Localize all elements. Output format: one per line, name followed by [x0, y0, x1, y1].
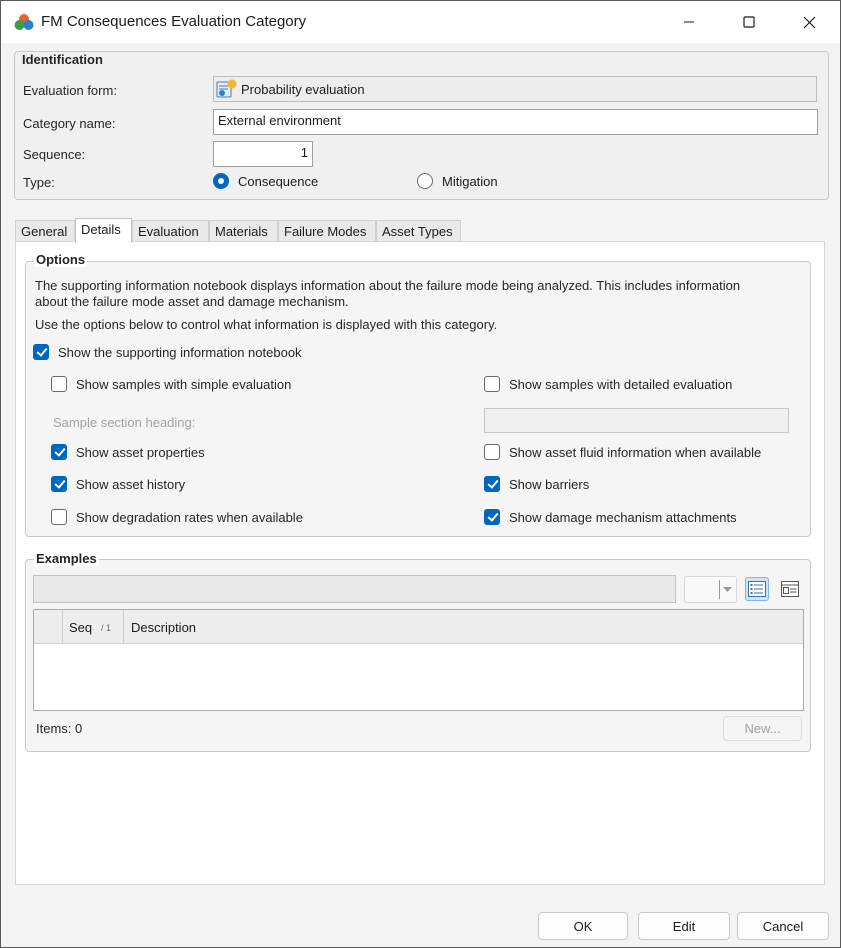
- tab-details[interactable]: [75, 218, 132, 243]
- show-barriers-checkbox[interactable]: [484, 476, 589, 492]
- show-barriers-label: Show barriers: [509, 476, 590, 492]
- show-samples-simple-label: Show samples with simple evaluation: [76, 376, 292, 392]
- tab-failure-modes[interactable]: [278, 220, 376, 242]
- column-header-description[interactable]: Description: [131, 620, 197, 635]
- type-mitigation-radio[interactable]: [417, 173, 498, 189]
- show-samples-detailed-label: Show samples with detailed evaluation: [509, 376, 733, 392]
- category-name-input[interactable]: [213, 109, 818, 135]
- show-samples-simple-checkbox[interactable]: [51, 376, 291, 392]
- radio-unselected-indicator: [417, 173, 433, 189]
- sort-indicator: / 1: [101, 623, 112, 633]
- close-button[interactable]: [779, 1, 839, 43]
- identification-title: Identification: [22, 52, 103, 67]
- app-icon: [14, 13, 34, 31]
- cancel-label: Cancel: [762, 918, 804, 934]
- type-label: Type:: [23, 175, 55, 190]
- options-instruction: Use the options below to control what information is displayed with this category.: [35, 317, 498, 332]
- edit-button[interactable]: [638, 912, 730, 940]
- checkbox-checked-indicator: [484, 509, 500, 525]
- show-asset-history-checkbox[interactable]: [51, 476, 185, 492]
- new-example-label: New...: [744, 721, 781, 736]
- checkbox-checked-indicator: [51, 444, 67, 460]
- maximize-button[interactable]: [719, 1, 779, 43]
- checkbox-unchecked-indicator: [51, 376, 67, 392]
- checkbox-unchecked-indicator: [51, 509, 67, 525]
- type-consequence-label: Consequence: [238, 173, 319, 189]
- tab-failure-modes-label: Failure Modes: [284, 224, 367, 239]
- sample-heading-input[interactable]: [484, 408, 789, 433]
- column-header-seq[interactable]: Seq: [69, 620, 93, 635]
- tab-evaluation[interactable]: [132, 220, 209, 242]
- sequence-label: Sequence:: [23, 147, 86, 162]
- sequence-input[interactable]: [213, 141, 313, 167]
- dropdown-divider: [719, 580, 720, 599]
- examples-filter-bar[interactable]: [33, 575, 676, 603]
- chevron-down-icon: [723, 587, 732, 593]
- cancel-button[interactable]: [737, 912, 829, 940]
- tab-materials-label: Materials: [215, 224, 268, 239]
- sample-heading-label: Sample section heading:: [53, 415, 196, 430]
- column-separator: [123, 610, 124, 644]
- minimize-icon: [683, 16, 695, 28]
- card-view-button[interactable]: [778, 577, 802, 601]
- list-view-button[interactable]: [745, 577, 769, 601]
- radio-selected-indicator: [213, 173, 229, 189]
- tab-details-label: Details: [81, 222, 121, 237]
- evaluation-form-field[interactable]: [213, 76, 817, 102]
- tab-asset-types-label: Asset Types: [382, 224, 453, 239]
- tab-evaluation-label: Evaluation: [138, 224, 199, 239]
- minimize-button[interactable]: [659, 1, 719, 43]
- tab-asset-types[interactable]: [376, 220, 461, 242]
- checkbox-checked-indicator: [33, 344, 49, 360]
- new-example-button[interactable]: [723, 716, 802, 741]
- maximize-icon: [743, 16, 755, 28]
- show-damage-attachments-label: Show damage mechanism attachments: [509, 509, 737, 525]
- sequence-value: 1: [300, 145, 308, 160]
- tab-general-label: General: [21, 224, 68, 239]
- ok-button[interactable]: [538, 912, 628, 940]
- checkbox-checked-indicator: [51, 476, 67, 492]
- show-notebook-label: Show the supporting information notebook: [58, 344, 302, 360]
- column-separator: [62, 610, 63, 644]
- show-degradation-label: Show degradation rates when available: [76, 509, 303, 525]
- checkbox-unchecked-indicator: [484, 444, 500, 460]
- show-damage-attachments-checkbox[interactable]: [484, 509, 737, 525]
- options-title: Options: [36, 252, 86, 267]
- evaluation-form-value: Probability evaluation: [241, 81, 365, 97]
- ok-label: OK: [573, 918, 593, 934]
- close-icon: [803, 16, 816, 29]
- tab-strip: [15, 218, 825, 242]
- grid-header: [34, 610, 803, 644]
- show-asset-properties-checkbox[interactable]: [51, 444, 205, 460]
- tab-materials[interactable]: [209, 220, 278, 242]
- examples-title: Examples: [36, 551, 97, 566]
- category-name-value: External environment: [218, 113, 341, 128]
- type-consequence-radio[interactable]: [213, 173, 318, 189]
- title-bar[interactable]: [1, 1, 840, 43]
- checkbox-unchecked-indicator: [484, 376, 500, 392]
- options-description-line1: The supporting information notebook displays information about the failure mode being analyzed. This includes information: [35, 278, 741, 293]
- evaluation-form-label: Evaluation form:: [23, 83, 117, 98]
- options-description-line2: about the failure mode asset and damage mechanism.: [35, 294, 349, 309]
- evaluation-form-icon: [216, 79, 238, 99]
- show-degradation-checkbox[interactable]: [51, 509, 303, 525]
- show-asset-fluid-label: Show asset fluid information when available: [509, 444, 762, 460]
- examples-grid[interactable]: [33, 609, 804, 711]
- items-count: Items: 0: [36, 721, 83, 736]
- show-asset-history-label: Show asset history: [76, 476, 186, 492]
- type-mitigation-label: Mitigation: [442, 173, 498, 189]
- show-asset-fluid-checkbox[interactable]: [484, 444, 761, 460]
- category-name-label: Category name:: [23, 116, 116, 131]
- list-view-icon: [748, 581, 766, 597]
- show-notebook-checkbox[interactable]: [33, 344, 302, 360]
- window-title: FM Consequences Evaluation Category: [41, 13, 307, 30]
- edit-label: Edit: [672, 918, 696, 934]
- card-view-icon: [781, 581, 799, 597]
- view-dropdown[interactable]: [684, 576, 737, 603]
- show-asset-properties-label: Show asset properties: [76, 444, 205, 460]
- tab-general[interactable]: [15, 220, 75, 242]
- show-samples-detailed-checkbox[interactable]: [484, 376, 732, 392]
- checkbox-checked-indicator: [484, 476, 500, 492]
